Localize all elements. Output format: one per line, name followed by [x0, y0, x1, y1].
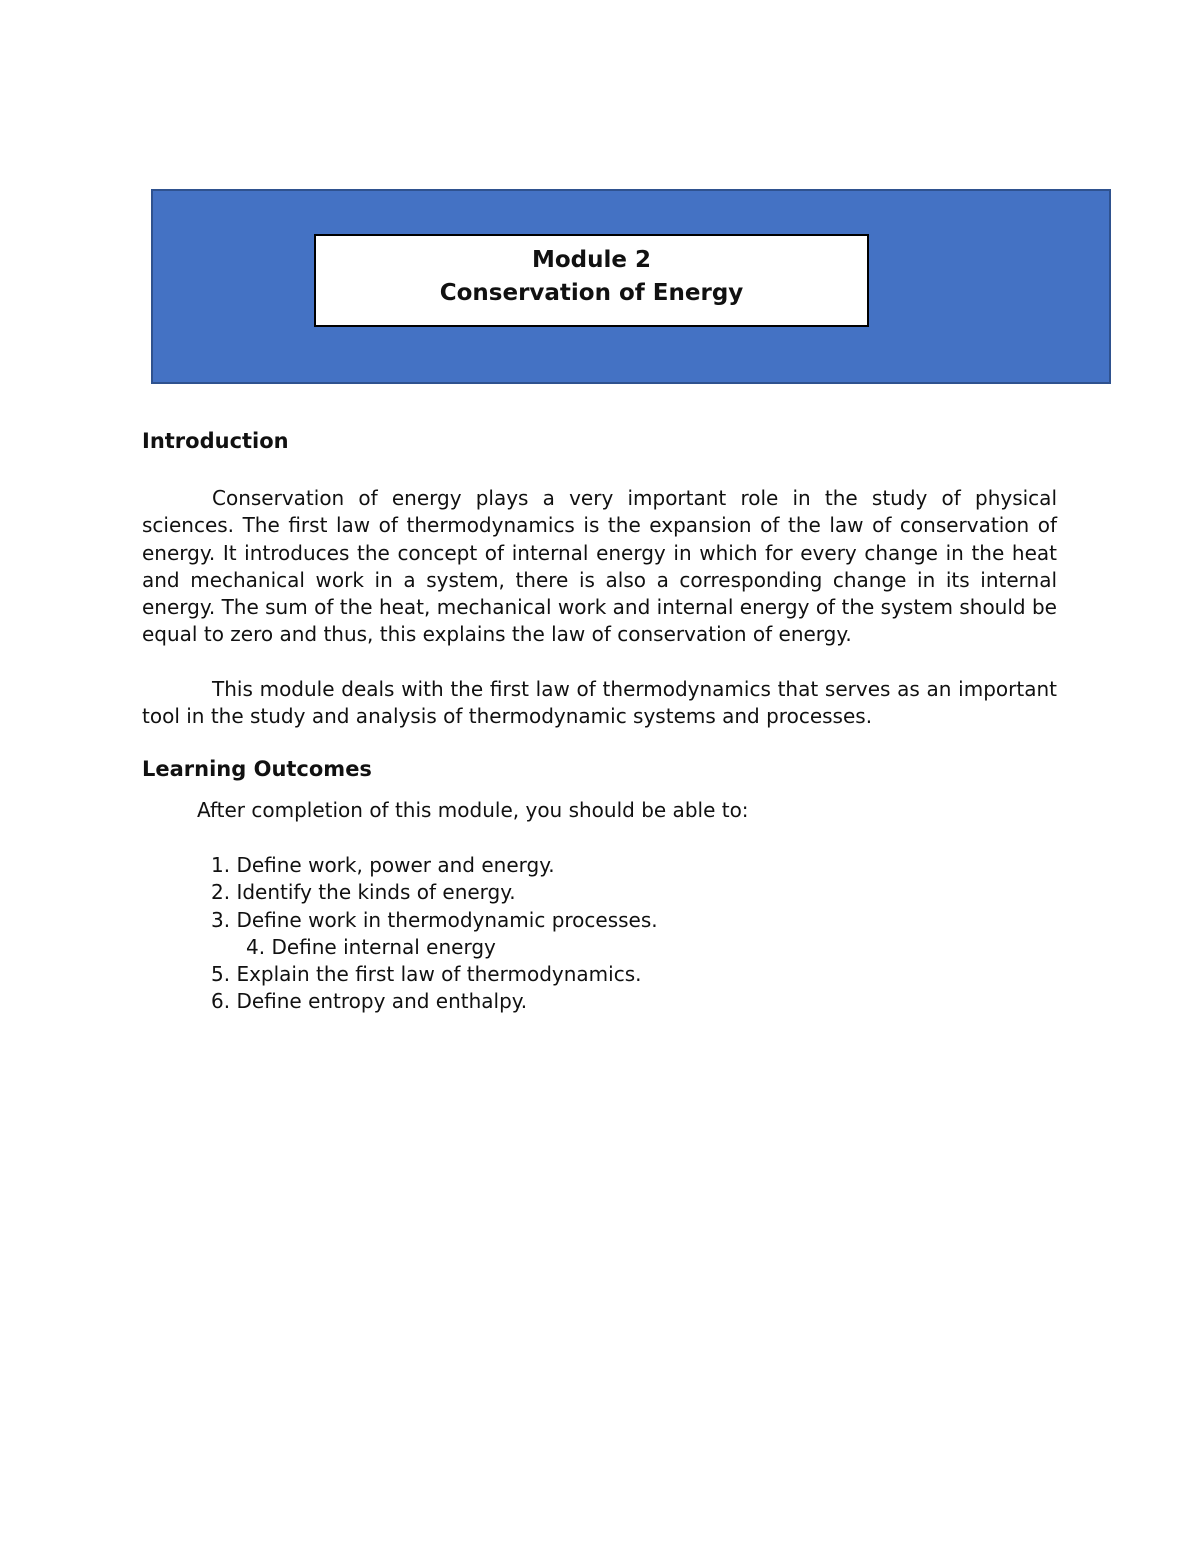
learning-outcomes-list [0, 852, 1200, 1016]
introduction-paragraph-2: This module deals with the first law of thermodynamics that serves as an important tool in the study and analysis of thermodynamic systems and processes. [142, 677, 1057, 729]
list-item: 6. Define entropy and enthalpy. [211, 989, 528, 1014]
list-item: 5. Explain the first law of thermodynamics. [211, 962, 642, 987]
list-item: 1. Define work, power and energy. [211, 853, 555, 877]
learning-outcomes-lead: After completion of this module, you should be able to: [197, 798, 749, 822]
module-banner [151, 189, 1111, 384]
module-title-box [314, 234, 869, 327]
introduction-heading: Introduction [142, 429, 289, 453]
introduction-paragraph-1: Conservation of energy plays a very important role in the study of physical sciences. The first law of thermodynamics is the expansion of the law of conservation of energy. It introduces the concept of internal energy in which for every change in the heat and mechanical work in a system, there is also a corresponding change in its internal energy. The sum of the heat, mechanical work and internal energy of the system should be equal to zero and thus, this explains the law of conservation of energy. [142, 486, 1057, 647]
module-label: Module 2 [531, 247, 652, 273]
list-item: 4. Define internal energy [246, 934, 496, 959]
learning-outcomes-heading: Learning Outcomes [142, 757, 372, 781]
list-item: 2. Identify the kinds of energy. [211, 880, 516, 905]
module-title: Conservation of Energy [439, 280, 744, 306]
list-item: 3. Define work in thermodynamic processes. [211, 907, 658, 932]
